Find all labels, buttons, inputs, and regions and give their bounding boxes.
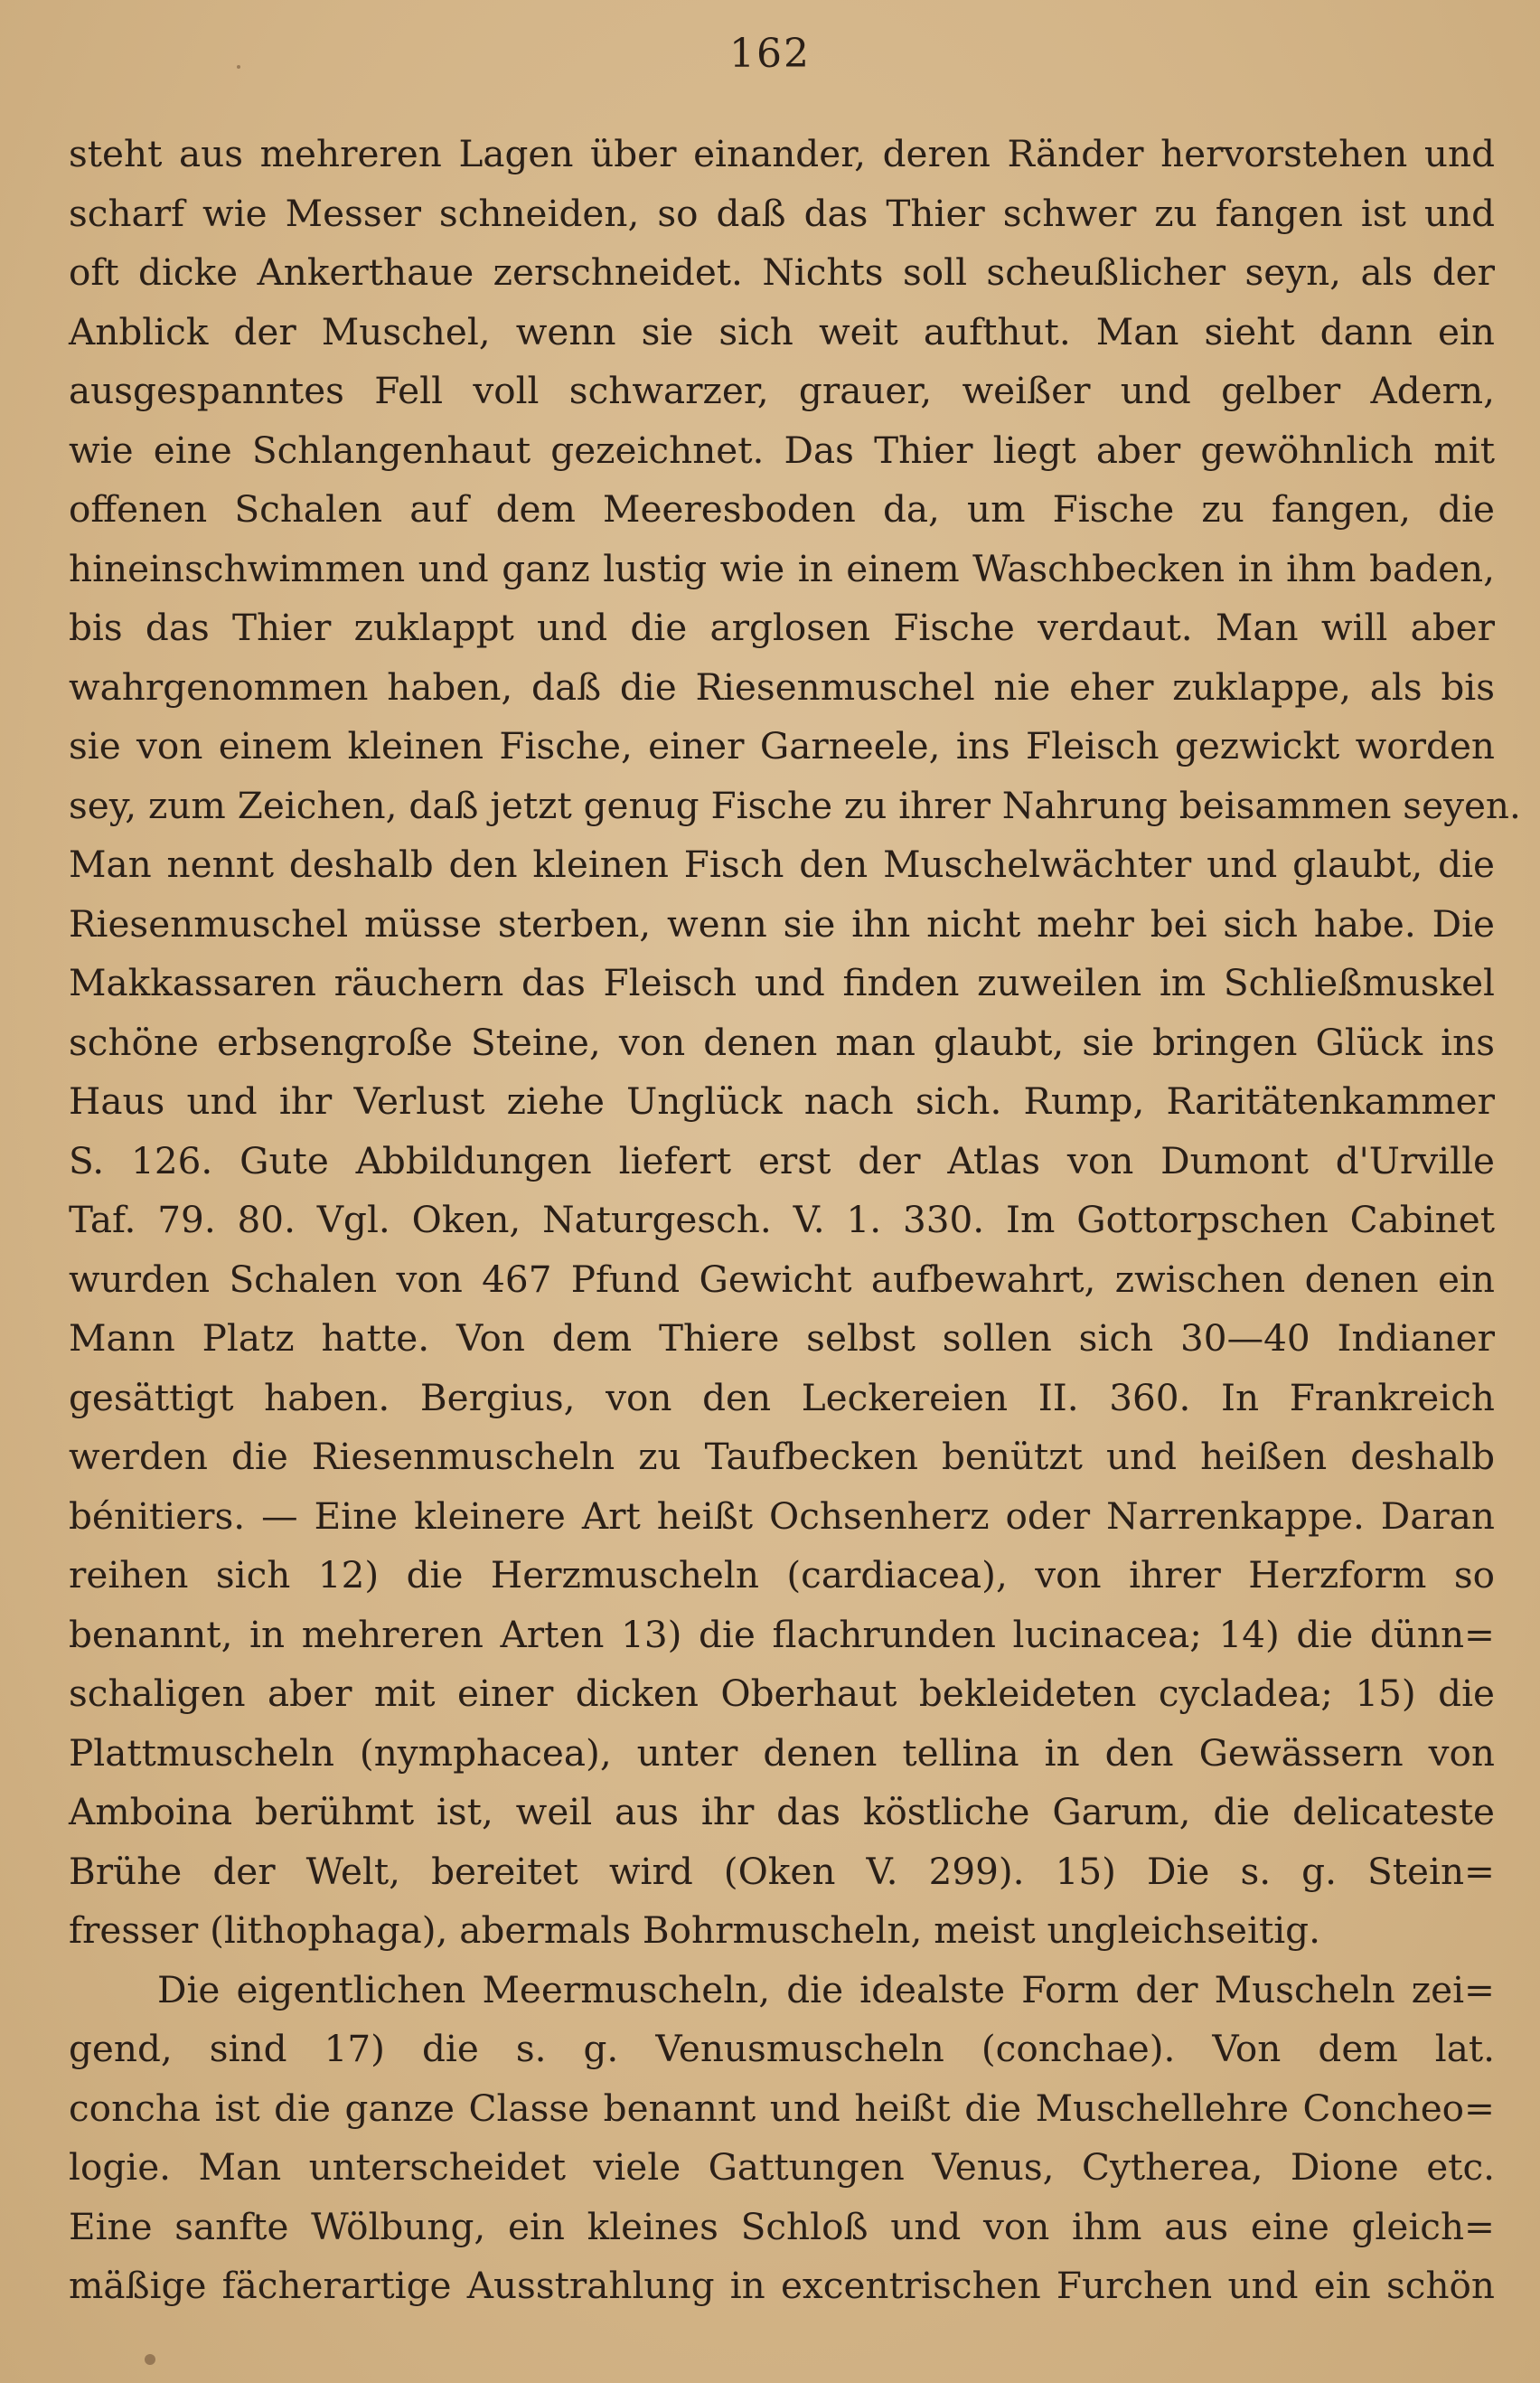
body-text xyxy=(69,125,1521,2316)
text-line: Mann Platz hatte. Von dem Thiere selbst sollen sich 30—40 Indianer xyxy=(69,1316,1495,1360)
text-line: Anblick der Muschel, wenn sie sich weit aufthut. Man sieht dann ein xyxy=(69,309,1495,353)
text-line: Amboina berühmt ist, weil aus ihr das köstliche Garum, die delicateste xyxy=(69,1790,1495,1833)
text-line: sie von einem kleinen Fische, einer Garneele, ins Fleisch gezwickt worden xyxy=(69,724,1495,768)
paper-speck xyxy=(237,65,240,69)
text-line: gend, sind 17) die s. g. Venusmuscheln (conchae). Von dem lat. xyxy=(69,2027,1495,2070)
text-line: schaligen aber mit einer dicken Oberhaut bekleideten cycladea; 15) die xyxy=(69,1672,1495,1715)
text-line: Plattmuscheln (nymphacea), unter denen tellina in den Gewässern von xyxy=(69,1730,1495,1775)
text-line: bénitiers. — Eine kleinere Art heißt Ochsenherz oder Narrenkappe. Daran xyxy=(69,1493,1495,1538)
text-line: Man nennt deshalb den kleinen Fisch den Muschelwächter und glaubt, die xyxy=(69,843,1495,886)
text-line: Makkassaren räuchern das Fleisch und finden zuweilen im Schließmuskel xyxy=(69,961,1495,1004)
text-line: schöne erbsengroße Steine, von denen man glaubt, sie bringen Glück ins xyxy=(69,1020,1495,1064)
text-line: Taf. 79. 80. Vgl. Oken, Naturgesch. V. 1. 330. Im Gottorpschen Cabinet xyxy=(69,1198,1495,1241)
text-line: offenen Schalen auf dem Meeresboden da, um Fische zu fangen, die xyxy=(69,487,1495,531)
paragraph-start-line: Die eigentlichen Meermuscheln, die idealste Form der Muscheln zei= xyxy=(157,1967,1495,2011)
text-line: werden die Riesenmuscheln zu Taufbecken benützt und heißen deshalb xyxy=(69,1435,1495,1478)
text-line: hineinschwimmen und ganz lustig wie in einem Waschbecken in ihm baden, xyxy=(69,546,1495,590)
text-line: mäßige fächerartige Ausstrahlung in excentrischen Furchen und ein schön xyxy=(69,2264,1495,2307)
text-line: Eine sanfte Wölbung, ein kleines Schloß und von ihm aus eine gleich= xyxy=(69,2204,1495,2248)
text-line: ausgespanntes Fell voll schwarzer, grauer, weißer und gelber Adern, xyxy=(69,369,1495,412)
text-line: Riesenmuschel müsse sterben, wenn sie ihn nicht mehr bei sich habe. Die xyxy=(69,901,1495,946)
text-line: gesättigt haben. Bergius, von den Leckereien II. 360. In Frankreich xyxy=(69,1375,1495,1419)
paper-speck xyxy=(145,2354,155,2365)
text-line: benannt, in mehreren Arten 13) die flachrunden lucinacea; 14) die dünn= xyxy=(69,1612,1495,1656)
text-line: steht aus mehreren Lagen über einander, deren Ränder hervorstehen und xyxy=(69,132,1495,175)
text-line: S. 126. Gute Abbildungen liefert erst der Atlas von Dumont d'Urville xyxy=(69,1138,1495,1182)
text-line: oft dicke Ankerthaue zerschneidet. Nichts soll scheußlicher seyn, als der xyxy=(69,250,1495,294)
text-line: scharf wie Messer schneiden, so daß das Thier schwer zu fangen ist und xyxy=(69,191,1495,235)
text-line: wahrgenommen haben, daß die Riesenmuschel nie eher zuklappe, als bis xyxy=(69,664,1495,709)
text-line: Haus und ihr Verlust ziehe Unglück nach sich. Rump, Raritätenkammer xyxy=(69,1079,1495,1123)
page-number: 162 xyxy=(729,31,811,77)
text-line: bis das Thier zuklappt und die arglosen Fische verdaut. Man will aber xyxy=(69,606,1495,649)
text-line: wie eine Schlangenhaut gezeichnet. Das Thier liegt aber gewöhnlich mit xyxy=(69,428,1495,472)
text-line: sey, zum Zeichen, daß jetzt genug Fische zu ihrer Nahrung beisammen seyen. xyxy=(69,783,1521,827)
text-line: wurden Schalen von 467 Pfund Gewicht aufbewahrt, zwischen denen ein xyxy=(69,1257,1495,1301)
text-line: reihen sich 12) die Herzmuscheln (cardiacea), von ihrer Herzform so xyxy=(69,1553,1495,1597)
text-line: concha ist die ganze Classe benannt und heißt die Muschellehre Concheo= xyxy=(69,2086,1495,2130)
text-line: logie. Man unterscheidet viele Gattungen Venus, Cytherea, Dione etc. xyxy=(69,2145,1495,2189)
text-line: Brühe der Welt, bereitet wird (Oken V. 299). 15) Die s. g. Stein= xyxy=(69,1849,1495,1893)
paragraph-end-line: fresser (lithophaga), abermals Bohrmuscheln, meist ungleichseitig. xyxy=(69,1908,1320,1952)
